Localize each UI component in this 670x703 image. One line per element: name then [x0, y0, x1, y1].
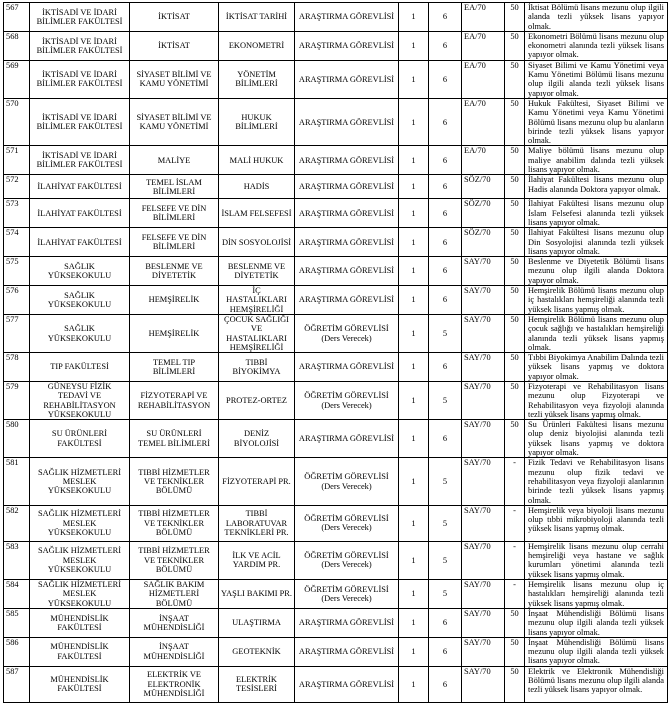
staff-title-cell [295, 60, 399, 98]
degree-cell: 6 [429, 175, 462, 199]
count-cell: 1 [399, 98, 429, 145]
point-type-cell: SAY/70 [462, 505, 505, 541]
faculty-cell: MÜHENDİSLİK FAKÜLTESİ [30, 608, 130, 637]
field-cell: DENİZ BİYOLOJİSİ [219, 420, 295, 458]
field-cell: İÇ HASTALIKLARI HEMŞİRELİĞİ [219, 286, 295, 315]
department-cell: SAĞLIK BAKIM HİZMETLERİ BÖLÜMÜ [130, 580, 219, 609]
staff-title: ÖĞRETİM GÖREVLİSİ [304, 391, 389, 401]
point-type-cell: SÖZ/70 [462, 199, 505, 228]
staff-title: ARAŞTIRMA GÖREVLİSİ [298, 647, 395, 657]
staff-title-cell [295, 666, 399, 702]
field-cell: HADİS [219, 175, 295, 199]
field-cell: FİZYOTERAPİ PR. [219, 458, 295, 505]
faculty-cell: İLAHİYAT FAKÜLTESİ [30, 175, 130, 199]
table-row [4, 146, 668, 175]
language-score-cell: 50 [505, 146, 525, 175]
table-row [4, 505, 668, 541]
staff-title-cell [295, 458, 399, 505]
point-type-cell: SAY/70 [462, 637, 505, 666]
count-cell: 1 [399, 146, 429, 175]
degree-cell: 6 [429, 353, 462, 382]
language-score-cell: 50 [505, 31, 525, 60]
row-number: 579 [4, 381, 30, 419]
faculty-cell: SAĞLIK HİZMETLERİ MESLEK YÜKSEKOKULU [30, 580, 130, 609]
point-type-cell: SAY/70 [462, 257, 505, 286]
staff-title: ARAŞTIRMA GÖREVLİSİ [298, 266, 395, 276]
staff-title-note: (Ders Verecek) [321, 400, 372, 410]
degree-cell: 6 [429, 199, 462, 228]
department-cell: HEMŞİRELİK [130, 314, 219, 352]
field-cell: ÇOCUK SAĞLIĞI VE HASTALIKLARI HEMŞİRELİĞİ [219, 314, 295, 352]
point-type-cell: SÖZ/70 [462, 175, 505, 199]
staff-title: ARAŞTIRMA GÖREVLİSİ [298, 12, 395, 22]
faculty-cell: GÜNEYSU FİZİK TEDAVİ VE REHABİLİTASYON YÜKSEKOKULU [30, 381, 130, 419]
language-score-cell: 50 [505, 228, 525, 257]
language-score-cell: 50 [505, 60, 525, 98]
row-number: 586 [4, 637, 30, 666]
language-score-cell: - [505, 580, 525, 609]
count-cell: 1 [399, 257, 429, 286]
degree-cell: 6 [429, 608, 462, 637]
row-number: 585 [4, 608, 30, 637]
faculty-cell: TIP FAKÜLTESİ [30, 353, 130, 382]
staff-title-cell [295, 353, 399, 382]
language-score-cell: 50 [505, 257, 525, 286]
row-number: 574 [4, 228, 30, 257]
requirement-description: Siyaset Bilimi ve Kamu Yönetimi veya Kamu Yönetimi Bölümü lisans mezunu olup ilgili alanda tezli yüksek lisans yapıyor olmak. [525, 60, 668, 98]
field-cell: YAŞLI BAKIMI PR. [219, 580, 295, 609]
faculty-cell: İLAHİYAT FAKÜLTESİ [30, 199, 130, 228]
row-number: 582 [4, 505, 30, 541]
field-cell: DİN SOSYOLOJİSİ [219, 228, 295, 257]
field-cell: İLK VE ACİL YARDIM PR. [219, 541, 295, 579]
degree-cell: 5 [429, 314, 462, 352]
department-cell: ELEKTRİK VE ELEKTRONİK MÜHENDİSLİĞİ [130, 666, 219, 702]
count-cell: 1 [399, 199, 429, 228]
point-type-cell: SAY/70 [462, 541, 505, 579]
table-row [4, 541, 668, 579]
point-type-cell: EA/70 [462, 3, 505, 32]
row-number: 567 [4, 3, 30, 32]
row-number: 569 [4, 60, 30, 98]
requirement-description: Ekonometri Bölümü lisans mezunu olup ekonometri alanında tezli yüksek lisans yapıyor olmak. [525, 31, 668, 60]
language-score-cell: 50 [505, 666, 525, 702]
requirement-description: Tıbbi Biyokimya Anabilim Dalında tezli yüksek lisans yapmış ve doktora yapıyor olmak. [525, 353, 668, 382]
language-score-cell: 50 [505, 175, 525, 199]
faculty-cell: İKTİSADİ VE İDARİ BİLİMLER FAKÜLTESİ [30, 3, 130, 32]
point-type-cell: SAY/70 [462, 458, 505, 505]
point-type-cell: SAY/70 [462, 286, 505, 315]
staff-title: ÖĞRETİM GÖREVLİSİ [304, 324, 389, 334]
staff-title-cell [295, 257, 399, 286]
requirement-description: Hemşirelik Bölümü lisans mezunu olup iç hastalıkları hemşireliği alanında tezli yüksek lisans yapmış olmak. [525, 286, 668, 315]
staff-title: ARAŞTIRMA GÖREVLİSİ [298, 434, 395, 444]
degree-cell: 6 [429, 666, 462, 702]
language-score-cell: 50 [505, 3, 525, 32]
field-cell: EKONOMETRİ [219, 31, 295, 60]
department-cell: FİZYOTERAPİ VE REHABİLİTASYON [130, 381, 219, 419]
faculty-cell: SU ÜRÜNLERİ FAKÜLTESİ [30, 420, 130, 458]
degree-cell: 6 [429, 257, 462, 286]
staff-title: ARAŞTIRMA GÖREVLİSİ [298, 237, 395, 247]
requirement-description: Hemşirelik lisans mezunu olup cerrahi hemşireliği veya hastane ve sağlık kurumları yönetimi alanında tezli yüksek lisans yapmış olmak. [525, 541, 668, 579]
table-row [4, 98, 668, 145]
row-number: 571 [4, 146, 30, 175]
degree-cell: 6 [429, 146, 462, 175]
language-score-cell: 50 [505, 199, 525, 228]
count-cell: 1 [399, 666, 429, 702]
count-cell: 1 [399, 353, 429, 382]
staff-title-cell [295, 541, 399, 579]
requirement-description: İnşaat Mühendisliği Bölümü lisans mezunu olup ilgili alanda tezli yüksek lisans yapıyor olmak. [525, 637, 668, 666]
department-cell: İNŞAAT MÜHENDİSLİĞİ [130, 608, 219, 637]
faculty-cell: SAĞLIK HİZMETLERİ MESLEK YÜKSEKOKULU [30, 458, 130, 505]
faculty-cell: İKTİSADİ VE İDARİ BİLİMLER FAKÜLTESİ [30, 31, 130, 60]
requirement-description: Hukuk Fakültesi, Siyaset Bilimi ve Kamu Yönetimi veya Kamu Yönetimi Bölümü lisans mezunu olup bu alanların birinde tezli yüksek lisans yapıyor olmak. [525, 98, 668, 145]
staff-title-note: (Ders Verecek) [321, 523, 372, 533]
count-cell: 1 [399, 31, 429, 60]
degree-cell: 6 [429, 637, 462, 666]
field-cell: İKTİSAT TARİHİ [219, 3, 295, 32]
department-cell: TIBBİ HİZMETLER VE TEKNİKLER BÖLÜMÜ [130, 541, 219, 579]
degree-cell: 6 [429, 31, 462, 60]
field-cell: TIBBİ LABORATUVAR TEKNİKLERİ PR. [219, 505, 295, 541]
table-row [4, 199, 668, 228]
department-cell: İKTİSAT [130, 3, 219, 32]
field-cell: ELEKTRİK TESİSLERİ [219, 666, 295, 702]
staff-title-note: (Ders Verecek) [321, 333, 372, 343]
department-cell: SİYASET BİLİMİ VE KAMU YÖNETİMİ [130, 60, 219, 98]
requirement-description: İlahiyat Fakültesi lisans mezunu olup İslam Felsefesi alanında tezli yüksek lisans yapıyor olmak. [525, 199, 668, 228]
field-cell: BESLENME VE DİYETETİK [219, 257, 295, 286]
row-number: 575 [4, 257, 30, 286]
staff-title-cell [295, 381, 399, 419]
count-cell: 1 [399, 60, 429, 98]
staff-title-cell [295, 199, 399, 228]
staff-title: ARAŞTIRMA GÖREVLİSİ [298, 295, 395, 305]
requirement-description: İnşaat Mühendisliği Bölümü lisans mezunu olup ilgili alanda tezli yüksek lisans yapıyor olmak. [525, 608, 668, 637]
staff-title: ARAŞTIRMA GÖREVLİSİ [298, 362, 395, 372]
staff-title-note: (Ders Verecek) [321, 481, 372, 491]
point-type-cell: SAY/70 [462, 381, 505, 419]
department-cell: FELSEFE VE DİN BİLİMLERİ [130, 199, 219, 228]
staff-title-cell [295, 98, 399, 145]
department-cell: TIBBİ HİZMETLER VE TEKNİKLER BÖLÜMÜ [130, 505, 219, 541]
table-row [4, 580, 668, 609]
staff-title: ARAŞTIRMA GÖREVLİSİ [298, 117, 395, 127]
staff-title: ÖĞRETİM GÖREVLİSİ [304, 551, 389, 561]
field-cell: İSLAM FELSEFESİ [219, 199, 295, 228]
requirement-description: Su Ürünleri Fakültesi lisans mezunu olup deniz biyolojisi alanında tezli yüksek lisans yapmış ve doktora yapıyor olmak. [525, 420, 668, 458]
faculty-cell: SAĞLIK YÜKSEKOKULU [30, 314, 130, 352]
table-row [4, 608, 668, 637]
row-number: 587 [4, 666, 30, 702]
faculty-cell: SAĞLIK YÜKSEKOKULU [30, 257, 130, 286]
degree-cell: 6 [429, 420, 462, 458]
requirement-description: Beslenme ve Diyetetik Bölümü lisans mezunu olup ilgili alanda Doktora yapıyor olmak. [525, 257, 668, 286]
degree-cell: 5 [429, 505, 462, 541]
staff-title: ARAŞTIRMA GÖREVLİSİ [298, 208, 395, 218]
staff-title-cell [295, 3, 399, 32]
department-cell: İKTİSAT [130, 31, 219, 60]
degree-cell: 6 [429, 228, 462, 257]
department-cell: TEMEL İSLAM BİLİMLERİ [130, 175, 219, 199]
count-cell: 1 [399, 3, 429, 32]
requirement-description: İktisat Bölümü lisans mezunu olup ilgili alanda tezli yüksek lisans yapıyor olmak. [525, 3, 668, 32]
table-row [4, 257, 668, 286]
row-number: 584 [4, 580, 30, 609]
requirement-description: Hemşirelik lisans mezunu olup iç hastalıkları hemşireliği alanında tezli yüksek lisans yapmış olmak. [525, 580, 668, 609]
degree-cell: 5 [429, 458, 462, 505]
count-cell: 1 [399, 541, 429, 579]
language-score-cell: 50 [505, 314, 525, 352]
language-score-cell: 50 [505, 637, 525, 666]
requirement-description: Hemşirelik veya biyoloji lisans mezunu olup tıbbi mikrobiyoloji alanında tezli yüksek lisans yapmış olmak. [525, 505, 668, 541]
staff-title: ÖĞRETİM GÖREVLİSİ [304, 514, 389, 524]
point-type-cell: EA/70 [462, 146, 505, 175]
staff-title-cell [295, 608, 399, 637]
row-number: 576 [4, 286, 30, 315]
table-row [4, 458, 668, 505]
faculty-cell: SAĞLIK YÜKSEKOKULU [30, 286, 130, 315]
staff-title-cell [295, 286, 399, 315]
staff-title: ÖĞRETİM GÖREVLİSİ [304, 584, 389, 594]
table-row [4, 666, 668, 702]
department-cell: MALİYE [130, 146, 219, 175]
requirement-description: Fizik Tedavi ve Rehabilitasyon lisans mezunu olup fizik tedavi ve rehabilitasyon veya fizyoloji alanlarının birinde tezli yüksek lisans yapmış olmak. [525, 458, 668, 505]
count-cell: 1 [399, 580, 429, 609]
table-row [4, 31, 668, 60]
row-number: 578 [4, 353, 30, 382]
count-cell: 1 [399, 381, 429, 419]
staff-title-cell [295, 420, 399, 458]
row-number: 572 [4, 175, 30, 199]
table-row [4, 286, 668, 315]
count-cell: 1 [399, 228, 429, 257]
language-score-cell: 50 [505, 420, 525, 458]
field-cell: ULAŞTIRMA [219, 608, 295, 637]
staff-title-cell [295, 146, 399, 175]
field-cell: HUKUK BİLİMLERİ [219, 98, 295, 145]
language-score-cell: 50 [505, 98, 525, 145]
degree-cell: 6 [429, 3, 462, 32]
faculty-cell: SAĞLIK HİZMETLERİ MESLEK YÜKSEKOKULU [30, 505, 130, 541]
requirement-description: İlahiyat Fakültesi lisans mezunu olup Hadis alanında Doktora yapıyor olmak. [525, 175, 668, 199]
point-type-cell: EA/70 [462, 98, 505, 145]
staff-title-note: (Ders Verecek) [321, 593, 372, 603]
point-type-cell: SAY/70 [462, 608, 505, 637]
degree-cell: 5 [429, 381, 462, 419]
count-cell: 1 [399, 637, 429, 666]
staff-title-cell [295, 505, 399, 541]
table-row [4, 314, 668, 352]
faculty-cell: SAĞLIK HİZMETLERİ MESLEK YÜKSEKOKULU [30, 541, 130, 579]
row-number: 568 [4, 31, 30, 60]
department-cell: İNŞAAT MÜHENDİSLİĞİ [130, 637, 219, 666]
point-type-cell: SAY/70 [462, 314, 505, 352]
point-type-cell: EA/70 [462, 60, 505, 98]
language-score-cell: - [505, 505, 525, 541]
staff-title-note: (Ders Verecek) [321, 560, 372, 570]
staff-title-cell [295, 31, 399, 60]
table-row [4, 637, 668, 666]
field-cell: TIBBİ BİYOKİMYA [219, 353, 295, 382]
table-row [4, 60, 668, 98]
table-row [4, 353, 668, 382]
staff-title-cell [295, 175, 399, 199]
staff-title-cell [295, 580, 399, 609]
staff-title-cell [295, 314, 399, 352]
table-row [4, 420, 668, 458]
row-number: 570 [4, 98, 30, 145]
degree-cell: 5 [429, 541, 462, 579]
degree-cell: 6 [429, 60, 462, 98]
staff-title-cell [295, 637, 399, 666]
faculty-cell: İKTİSADİ VE İDARİ BİLİMLER FAKÜLTESİ [30, 60, 130, 98]
table-row [4, 3, 668, 32]
staff-title: ÖĞRETİM GÖREVLİSİ [304, 472, 389, 482]
point-type-cell: SAY/70 [462, 353, 505, 382]
row-number: 573 [4, 199, 30, 228]
row-number: 583 [4, 541, 30, 579]
count-cell: 1 [399, 286, 429, 315]
point-type-cell: SAY/70 [462, 666, 505, 702]
department-cell: SU ÜRÜNLERİ TEMEL BİLİMLERİ [130, 420, 219, 458]
staff-title: ARAŞTIRMA GÖREVLİSİ [298, 679, 395, 689]
point-type-cell: SAY/70 [462, 420, 505, 458]
count-cell: 1 [399, 420, 429, 458]
table-row [4, 175, 668, 199]
faculty-cell: MÜHENDİSLİK FAKÜLTESİ [30, 637, 130, 666]
degree-cell: 6 [429, 98, 462, 145]
point-type-cell: SÖZ/70 [462, 228, 505, 257]
point-type-cell: SAY/70 [462, 580, 505, 609]
faculty-cell: İKTİSADİ VE İDARİ BİLİMLER FAKÜLTESİ [30, 98, 130, 145]
field-cell: GEOTEKNİK [219, 637, 295, 666]
row-number: 577 [4, 314, 30, 352]
degree-cell: 5 [429, 580, 462, 609]
row-number: 581 [4, 458, 30, 505]
field-cell: PROTEZ-ORTEZ [219, 381, 295, 419]
count-cell: 1 [399, 314, 429, 352]
degree-cell: 6 [429, 286, 462, 315]
table-row [4, 381, 668, 419]
staff-title: ARAŞTIRMA GÖREVLİSİ [298, 41, 395, 51]
language-score-cell: 50 [505, 608, 525, 637]
faculty-cell: MÜHENDİSLİK FAKÜLTESİ [30, 666, 130, 702]
positions-table [3, 2, 668, 703]
language-score-cell: 50 [505, 286, 525, 315]
department-cell: HEMŞİRELİK [130, 286, 219, 315]
count-cell: 1 [399, 175, 429, 199]
requirement-description: İlahiyat Fakültesi lisans mezunu olup Din Sosyolojisi alanında tezli yüksek lisans yapıyor olmak. [525, 228, 668, 257]
requirement-description: Fizyoterapi ve Rehabilitasyon lisans mezunu olup Fizyoterapi ve Rehabilitasyon veya fizyoloji alanında tezli yüksek lisans yapmış olmak. [525, 381, 668, 419]
department-cell: BESLENME VE DİYETETİK [130, 257, 219, 286]
staff-title: ARAŞTIRMA GÖREVLİSİ [298, 182, 395, 192]
table-row [4, 228, 668, 257]
field-cell: YÖNETİM BİLİMLERİ [219, 60, 295, 98]
requirement-description: Maliye bölümü lisans mezunu olup maliye anabilim dalında tezli yüksek lisans yapıyor olmak. [525, 146, 668, 175]
language-score-cell: 50 [505, 381, 525, 419]
department-cell: SİYASET BİLİMİ VE KAMU YÖNETİMİ [130, 98, 219, 145]
point-type-cell: EA/70 [462, 31, 505, 60]
field-cell: MALİ HUKUK [219, 146, 295, 175]
count-cell: 1 [399, 608, 429, 637]
count-cell: 1 [399, 458, 429, 505]
staff-title: ARAŞTIRMA GÖREVLİSİ [298, 74, 395, 84]
language-score-cell: - [505, 541, 525, 579]
row-number: 580 [4, 420, 30, 458]
faculty-cell: İLAHİYAT FAKÜLTESİ [30, 228, 130, 257]
count-cell: 1 [399, 505, 429, 541]
requirement-description: Elektrik ve Elektronik Mühendisliği Bölümü lisans mezunu olup ilgili alanda tezli yüksek lisans yapıyor olmak. [525, 666, 668, 702]
department-cell: TIBBİ HİZMETLER VE TEKNİKLER BÖLÜMÜ [130, 458, 219, 505]
staff-title: ARAŞTIRMA GÖREVLİSİ [298, 155, 395, 165]
staff-title: ARAŞTIRMA GÖREVLİSİ [298, 618, 395, 628]
faculty-cell: İKTİSADİ VE İDARİ BİLİMLER FAKÜLTESİ [30, 146, 130, 175]
department-cell: FELSEFE VE DİN BİLİMLERİ [130, 228, 219, 257]
department-cell: TEMEL TIP BİLİMLERİ [130, 353, 219, 382]
staff-title-cell [295, 228, 399, 257]
language-score-cell: 50 [505, 353, 525, 382]
language-score-cell: - [505, 458, 525, 505]
requirement-description: Hemşirelik Bölümü lisans mezunu olup çocuk sağlığı ve hastalıkları hemşireliği alanında tezli yüksek lisans yapmış olmak. [525, 314, 668, 352]
